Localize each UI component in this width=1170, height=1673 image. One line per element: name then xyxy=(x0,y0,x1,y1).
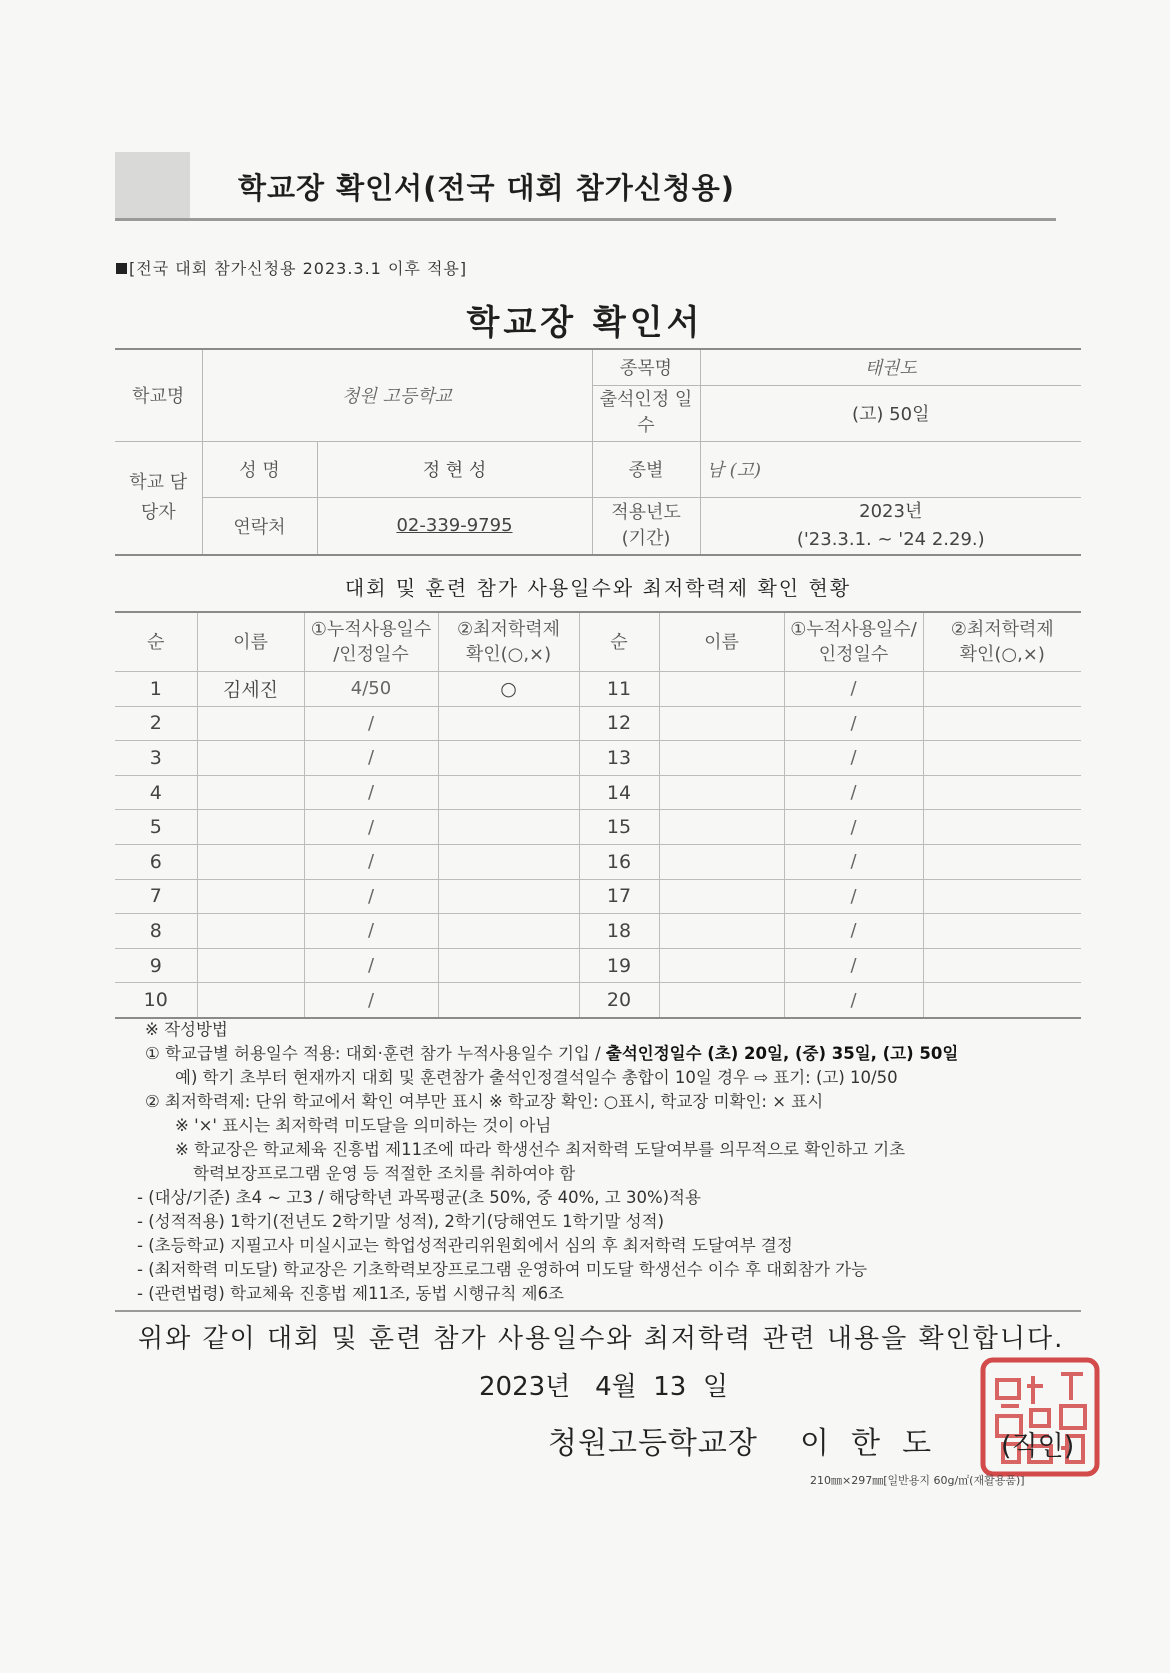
academic-check xyxy=(438,844,579,879)
page-title: 학교장 확인서 xyxy=(466,303,704,343)
row-number: 13 xyxy=(579,741,659,776)
period-text: ('23.3.1. ~ '24 2.29.) xyxy=(796,528,985,550)
table-row xyxy=(115,672,1081,707)
header-rule xyxy=(115,218,1056,221)
bullet-4: - (최저학력 미도달) 학교장은 기초학력보장프로그램 운영하여 미도달 학생선수 이수 후 대회참가 가능 xyxy=(137,1260,868,1279)
note-3: ※ '×' 표시는 최저학력 미도달을 의미하는 것이 아님 xyxy=(175,1116,552,1135)
table-row xyxy=(115,879,1081,914)
document-header-title: 학교장 확인서(전국 대회 참가신청용) xyxy=(238,171,736,205)
row-number: 10 xyxy=(115,983,197,1018)
table-row xyxy=(115,706,1081,741)
note-1: ① 학교급별 허용일수 적용: 대회·훈련 참가 누적사용일수 기입 / 출석인정일수 (초) 20일, (중) 35일, (고) 50일 xyxy=(145,1044,959,1063)
notes-heading: ※ 작성방법 xyxy=(145,1020,228,1039)
participant-name xyxy=(659,810,784,845)
academic-check xyxy=(438,706,579,741)
days-used: / xyxy=(784,741,923,776)
days-used: / xyxy=(784,810,923,845)
days-used: / xyxy=(784,914,923,949)
academic-check xyxy=(923,706,1081,741)
academic-check xyxy=(923,879,1081,914)
document-header-band xyxy=(115,152,1056,218)
year-value xyxy=(700,497,1081,555)
days-used: / xyxy=(784,983,923,1018)
table-row xyxy=(115,741,1081,776)
row-number: 20 xyxy=(579,983,659,1018)
attendance-label: 출석인정 일수 xyxy=(592,385,700,441)
participant-name xyxy=(197,948,304,983)
principal-signature-line: 청원고등학교장 이 한 도 xyxy=(548,1426,933,1461)
name-value: 정 현 성 xyxy=(317,441,592,497)
participant-name xyxy=(197,879,304,914)
row-number: 7 xyxy=(115,879,197,914)
name-label: 성 명 xyxy=(202,441,317,497)
academic-check xyxy=(923,741,1081,776)
participant-name xyxy=(659,948,784,983)
participant-name xyxy=(659,775,784,810)
academic-check xyxy=(438,741,579,776)
row-number: 1 xyxy=(115,672,197,707)
col-header-no-right: 순 xyxy=(579,612,659,672)
academic-check xyxy=(923,983,1081,1018)
participant-name xyxy=(197,810,304,845)
col-header-check: ②최저학력제 확인(○,×) xyxy=(438,612,579,672)
participants-table xyxy=(115,611,1081,1019)
days-used: / xyxy=(784,775,923,810)
paper-spec: 210㎜×297㎜[일반용지 60g/㎡(재활용품)] xyxy=(810,1474,1025,1487)
info-row xyxy=(115,441,1081,497)
sport-label: 종목명 xyxy=(592,349,700,385)
attendance-value: (고) 50일 xyxy=(700,385,1081,441)
table-header-row xyxy=(115,612,1081,672)
participant-name xyxy=(659,672,784,707)
instructions xyxy=(137,1018,1095,1306)
days-used: / xyxy=(304,810,438,845)
contact-label: 연락처 xyxy=(202,497,317,555)
col-header-no: 순 xyxy=(115,612,197,672)
col-header-name: 이름 xyxy=(197,612,304,672)
participant-name xyxy=(659,844,784,879)
days-used: / xyxy=(304,948,438,983)
participant-name xyxy=(197,914,304,949)
academic-check: ○ xyxy=(438,672,579,707)
row-number: 6 xyxy=(115,844,197,879)
row-number: 5 xyxy=(115,810,197,845)
days-used: / xyxy=(784,672,923,707)
school-value: 청원 고등학교 xyxy=(202,349,592,441)
bullet-3: - (초등학교) 지필고사 미실시교는 학업성적관리위원회에서 심의 후 최저학력 도달여부 결정 xyxy=(137,1236,793,1255)
issue-date: 2023년 4월 13 일 xyxy=(479,1372,728,1402)
apply-note-text: [전국 대회 참가신청용 2023.3.1 이후 적용] xyxy=(129,259,468,278)
row-number: 18 xyxy=(579,914,659,949)
days-used: / xyxy=(304,775,438,810)
days-used: / xyxy=(304,741,438,776)
days-used: / xyxy=(304,879,438,914)
days-used: / xyxy=(784,706,923,741)
row-number: 12 xyxy=(579,706,659,741)
manager-label: 학교 담당자 xyxy=(115,441,202,555)
table-row xyxy=(115,948,1081,983)
row-number: 11 xyxy=(579,672,659,707)
year-text: 2023년 xyxy=(859,500,923,522)
row-number: 3 xyxy=(115,741,197,776)
info-row xyxy=(115,497,1081,555)
row-number: 19 xyxy=(579,948,659,983)
col-header-days-right: ①누적사용일수/ 인정일수 xyxy=(784,612,923,672)
academic-check xyxy=(923,914,1081,949)
row-number: 17 xyxy=(579,879,659,914)
days-used: / xyxy=(304,983,438,1018)
note-4: ※ 학교장은 학교체육 진흥법 제11조에 따라 학생선수 최저학력 도달여부를 의무적으로 확인하고 기초 xyxy=(175,1140,906,1159)
bullet-5: - (관련법령) 학교체육 진흥법 제11조, 동법 시행규칙 제6조 xyxy=(137,1284,564,1303)
academic-check xyxy=(438,948,579,983)
year-label: 적용년도 (기간) xyxy=(592,497,700,555)
participant-name xyxy=(659,879,784,914)
gender-label: 종별 xyxy=(592,441,700,497)
academic-check xyxy=(438,879,579,914)
days-used: / xyxy=(304,706,438,741)
days-used: / xyxy=(784,879,923,914)
note-1-example: 예) 학기 초부터 현재까지 대회 및 훈련참가 출석인정결석일수 총합이 10일 경우 ⇨ 표기: (고) 10/50 xyxy=(175,1068,898,1087)
info-row xyxy=(115,349,1081,385)
notes-rule xyxy=(115,1310,1081,1312)
col-header-check-right: ②최저학력제 확인(○,×) xyxy=(923,612,1081,672)
participant-name xyxy=(659,914,784,949)
participant-name xyxy=(197,983,304,1018)
col-header-days: ①누적사용일수 /인정일수 xyxy=(304,612,438,672)
academic-check xyxy=(923,844,1081,879)
table-row xyxy=(115,983,1081,1018)
academic-check xyxy=(923,810,1081,845)
school-label: 학교명 xyxy=(115,349,202,441)
days-used: / xyxy=(304,914,438,949)
days-used: / xyxy=(304,844,438,879)
days-used: / xyxy=(784,844,923,879)
academic-check xyxy=(438,983,579,1018)
participant-name: 김세진 xyxy=(197,672,304,707)
days-used: / xyxy=(784,948,923,983)
row-number: 8 xyxy=(115,914,197,949)
participant-name xyxy=(197,844,304,879)
academic-check xyxy=(438,775,579,810)
info-table xyxy=(115,348,1081,556)
apply-note xyxy=(116,256,467,279)
row-number: 4 xyxy=(115,775,197,810)
row-number: 16 xyxy=(579,844,659,879)
table-row xyxy=(115,775,1081,810)
square-bullet-icon xyxy=(116,263,127,274)
academic-check xyxy=(438,810,579,845)
academic-check xyxy=(438,914,579,949)
confirmation-statement: 위와 같이 대회 및 훈련 참가 사용일수와 최저학력 관련 내용을 확인합니다. xyxy=(138,1324,1065,1354)
table-row xyxy=(115,810,1081,845)
bullet-1: - (대상/기준) 초4 ~ 고3 / 해당학년 과목평균(초 50%, 중 40%, 고 30%)적용 xyxy=(137,1188,701,1207)
row-number: 2 xyxy=(115,706,197,741)
row-number: 15 xyxy=(579,810,659,845)
col-header-name-right: 이름 xyxy=(659,612,784,672)
participant-name xyxy=(197,741,304,776)
participant-name xyxy=(659,983,784,1018)
sport-value: 태권도 xyxy=(700,349,1081,385)
table-row xyxy=(115,914,1081,949)
header-shade-block xyxy=(115,152,190,218)
seal-label: (직인) xyxy=(1001,1431,1075,1462)
participant-name xyxy=(659,741,784,776)
bullet-2: - (성적적용) 1학기(전년도 2학기말 성적), 2학기(당해연도 1학기말 성적) xyxy=(137,1212,665,1231)
row-number: 14 xyxy=(579,775,659,810)
academic-check xyxy=(923,948,1081,983)
participant-name xyxy=(197,706,304,741)
row-number: 9 xyxy=(115,948,197,983)
gender-value: 남 (고) xyxy=(700,441,1081,497)
table-row xyxy=(115,844,1081,879)
participant-name xyxy=(659,706,784,741)
note-4-cont: 학력보장프로그램 운영 등 적절한 조치를 취하여야 함 xyxy=(193,1164,576,1183)
participant-name xyxy=(197,775,304,810)
contact-value: 02-339-9795 xyxy=(317,497,592,555)
academic-check xyxy=(923,775,1081,810)
academic-check xyxy=(923,672,1081,707)
days-used: 4/50 xyxy=(304,672,438,707)
status-subtitle: 대회 및 훈련 참가 사용일수와 최저학력제 확인 현황 xyxy=(344,576,852,600)
note-2: ② 최저학력제: 단위 학교에서 확인 여부만 표시 ※ 학교장 확인: ○표시, 학교장 미확인: × 표시 xyxy=(145,1092,824,1111)
